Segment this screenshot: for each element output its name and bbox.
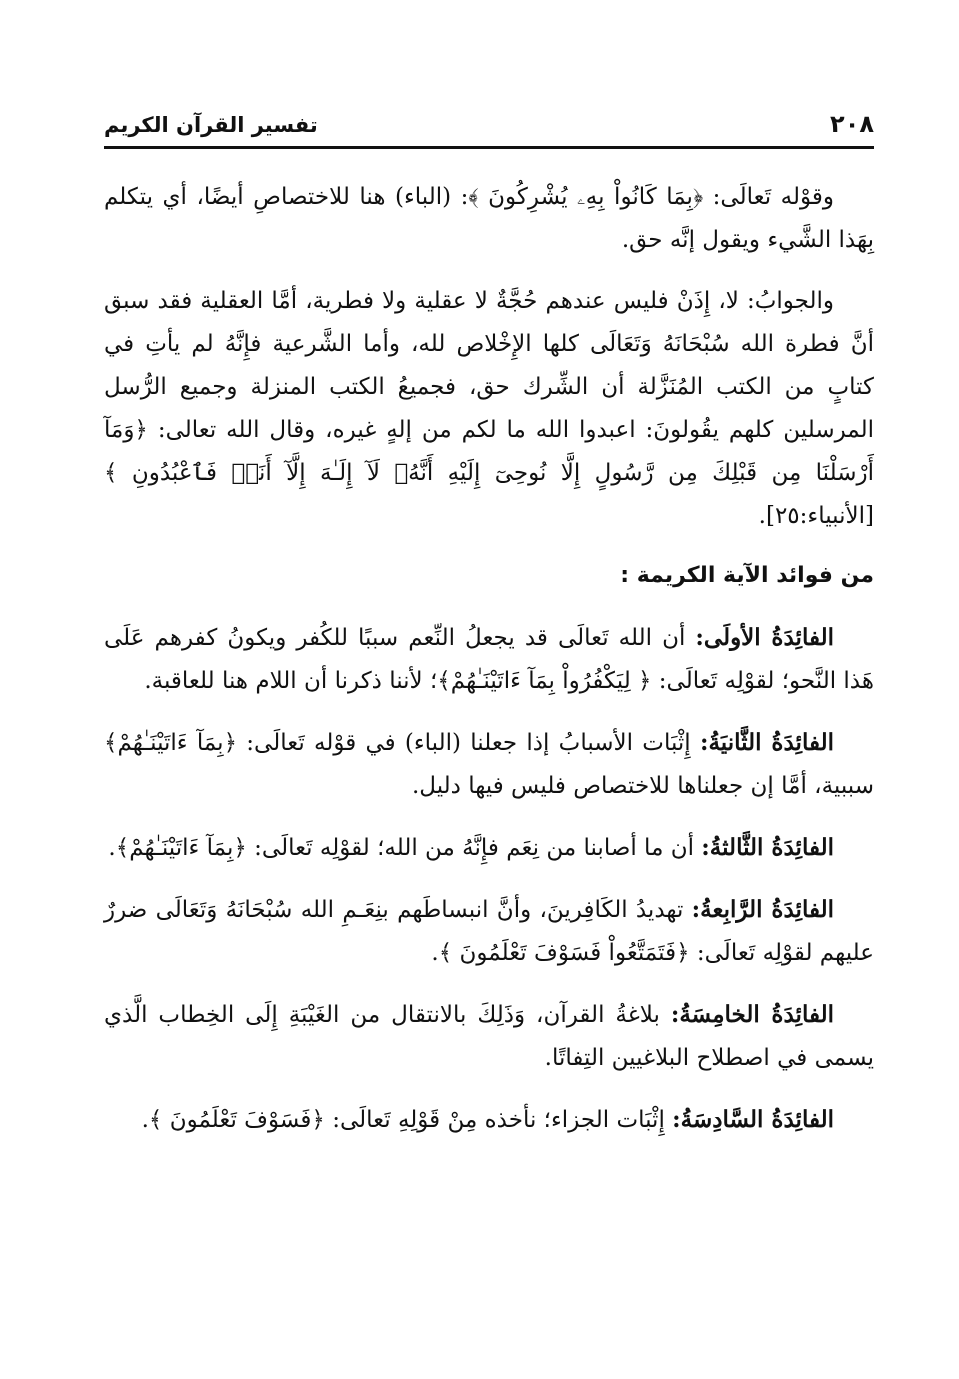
benefit-label: الفائِدَةُ الأولَى:	[695, 624, 834, 651]
benefit-text: بلاغةُ القرآن، وَذَلِكَ بالانتقال من الغَيْبَةِ إِلَى الخِطاب الَّذي يسمى في اصطلاح البلاغيين التِفاتًا.	[104, 1002, 874, 1071]
page-number: ٢٠٨	[830, 110, 874, 138]
benefit-3	[104, 826, 874, 870]
benefit-text: أن الله تَعالَى قد يجعلُ النِّعم سببًا للكُفر ويكونُ كفرهم عَلَى هَذا النَّحو؛ لقوْلِه تَعالَى: ﴿ لِيَكْفُرُواْ بِمَآ ءَاتَيْنَـٰهُمْ﴾؛ لأننا ذكرنا أن اللام هنا للعاقبة.	[104, 625, 874, 694]
benefit-label: الفائِدَةُ الثَّانيَةُ:	[699, 729, 834, 756]
paragraph-2: والجوابُ: لا، إِذَنْ فليس عندهم حُجَّةٌ لا عقلية ولا فطرية، أمَّا العقلية فقد سبق أنَّ فطرة الله سُبْحَانَهُ وَتَعَالَى كلها الإِخْلاص لله، وأما الشَّرعية فإِنَّهُ لم يأتِ في كتابٍ من الكتب المُنَزَّلة أن الشِّرك حق، فجميعُ الكتب المنزلة وجميع الرُّسل المرسلين كلهم يقُولونَ: اعبدوا الله ما لكم من إلهٍ غيره، وقال الله تعالى: ﴿وَمَآ أَرْسَلْنَا مِن قَبْلِكَ مِن رَّسُولٍ إِلَّا نُوحِىٓ إِلَيْهِ أَنَّهُۥ لَآ إِلَـٰهَ إِلَّآ أَنَا۠ فَٱعْبُدُونِ ﴾ [الأنبياء:٢٥].	[104, 288, 874, 529]
benefit-label: الفائِدَةُ السَّادِسَةُ:	[672, 1106, 834, 1133]
benefit-4	[104, 888, 874, 975]
benefit-6	[104, 1098, 874, 1142]
benefit-2	[104, 721, 874, 808]
benefit-label: الفائِدَةُ الخامِسَةُ:	[670, 1001, 834, 1028]
benefit-label: الفائِدَةُ الرَّابِعةُ:	[691, 896, 834, 923]
header-divider	[104, 146, 874, 149]
section-heading: من فوائد الآية الكريمة :	[620, 563, 874, 588]
paragraph-1: وقوْله تَعالَى: ﴿بِمَا كَانُواْ بِهِۦ يُشْرِكُونَ ﴾: (الباء) هنا للاختصاصِ أيضًا، أي يتكلم بِهَذا الشَّيء ويقول إنَّه حق.	[104, 184, 874, 253]
benefit-label: الفائِدَةُ الثَّالثةُ:	[701, 834, 834, 861]
page-body	[104, 176, 874, 1160]
running-title: تفسير القرآن الكريم	[104, 113, 318, 137]
benefit-text: إِثْبَات الجزاء؛ نأخذه مِنْ قَوْلِهِ تَعالَى: ﴿فَسَوْفَ تَعْلَمُونَ ﴾.	[141, 1107, 673, 1133]
benefit-text: إِثْبَات الأسبابُ إذا جعلنا (الباء) في قوْله تَعالَى: ﴿بِمَآ ءَاتَيْنَـٰهُمْ﴾ سببية، أمَّا إن جعلناها للاختصاص فليس فيها دليل.	[104, 730, 874, 799]
benefit-1	[104, 616, 874, 703]
page-header	[104, 108, 874, 146]
benefit-text: تهديدُ الكَافِرينَ، وأنَّ انبساطَهم بنِعَـمِ الله سُبْحَانَهُ وَتَعَالَى ضررٌ عليهم لقوْلِه تَعالَى: ﴿فَتَمَتَّعُواْ فَسَوْفَ تَعْلَمُونَ ﴾.	[104, 897, 874, 966]
benefit-5	[104, 993, 874, 1080]
benefit-text: أن ما أصابنا من نِعَم فإِنَّهُ من الله؛ لقوْلِه تَعالَى: ﴿بِمَآ ءَاتَيْنَـٰهُمْ﴾.	[108, 835, 702, 861]
